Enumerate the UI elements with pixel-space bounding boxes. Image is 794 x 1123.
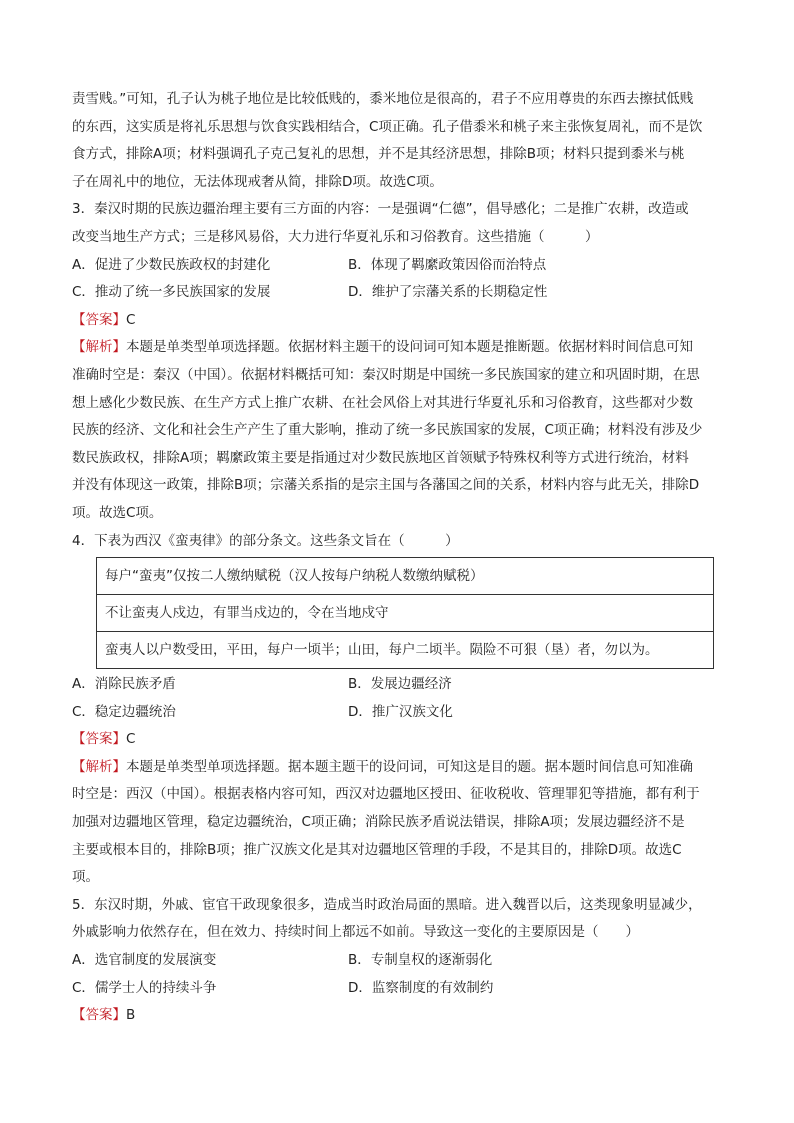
answer-value: B — [126, 1007, 136, 1024]
answer — [72, 307, 722, 335]
answer-value: C — [126, 311, 136, 328]
options — [72, 947, 722, 1002]
option-b: B．体现了羁縻政策因俗而治特点 — [348, 256, 547, 273]
analysis-text: 本题是单类型单项选择题。依据材料主题干的设问词可知本题是推断题。依据材料时间信息可知 — [126, 339, 693, 356]
text-line: 的东西，这实质是将礼乐思想与饮食实践相结合，C项正确。孔子借黍米和桃子来主张恢复周礼，而不是饮 — [72, 118, 703, 135]
question-3 — [72, 196, 722, 527]
question-stem: 4．下表为西汉《蛮夷律》的部分条文。这些条文旨在（ ） — [72, 532, 459, 549]
question-stem-line: 5．东汉时期，外戚、宦官干政现象很多，造成当时政治局面的黑暗。进入魏晋以后，这类现象明显减少， — [72, 896, 702, 913]
answer — [72, 1002, 722, 1030]
text-line: 食方式，排除A项；材料强调孔子克己复礼的思想，并不是其经济思想，排除B项；材料只提到黍米与桃 — [72, 146, 685, 163]
question-4 — [72, 528, 722, 892]
analysis-label: 【解析】 — [72, 758, 126, 775]
text-line: 民族的经济、文化和社会生产产生了重大影响，推动了统一多民族国家的发展，C项正确；材料没有涉及少 — [72, 422, 703, 439]
answer-label: 【答案】 — [72, 1007, 126, 1024]
answer — [72, 726, 722, 754]
text-line: 项。故选C项。 — [72, 504, 163, 521]
text-line: 主要或根本目的，排除B项；推广汉族文化是其对边疆地区管理的手段，不是其目的，排除D项。故选C — [72, 841, 682, 858]
text-line: 想上感化少数民族、在生产方式上推广农耕、在社会风俗上对其进行华夏礼乐和习俗教育，这些都对少数 — [72, 394, 693, 411]
options — [72, 252, 722, 307]
options — [72, 671, 722, 726]
text-line: 项。 — [72, 869, 99, 886]
option-a: A．促进了少数民族政权的封建化 — [72, 256, 271, 273]
table-cell: 每户“蛮夷”仅按二人缴纳赋税（汉人按每户纳税人数缴纳赋税） — [97, 558, 714, 595]
table-row — [97, 558, 714, 595]
analysis — [72, 754, 722, 892]
question-stem-line: 外戚影响力依然存在，但在效力、持续时间上都远不如前。导致这一变化的主要原因是（ ） — [72, 924, 639, 941]
text-line: 准确时空是：秦汉（中国）。依据材料概括可知：秦汉时期是中国统一多民族国家的建立和巩固时期，在思 — [72, 366, 700, 383]
text-line: 责雪贱。”可知，孔子认为桃子地位是比较低贱的，黍米地位是很高的，君子不应用尊贵的东西去擦拭低贱 — [72, 91, 694, 107]
option-d: D．推广汉族文化 — [348, 703, 453, 720]
text-line: 子在周礼中的地位，无法体现戒奢从简，排除D项。故选C项。 — [72, 173, 443, 190]
intro-paragraph — [72, 86, 722, 196]
text-line: 数民族政权，排除A项；羁縻政策主要是指通过对少数民族地区首领赋予特殊权利等方式进行统治，材料 — [72, 449, 689, 466]
table-cell: 蛮夷人以户数受田，平田，每户一顷半；山田，每户二顷半。陨险不可狠（垦）者，勿以为。 — [97, 632, 714, 669]
text-line: 加强对边疆地区管理，稳定边疆统治，C项正确；消除民族矛盾说法错误，排除A项；发展边疆经济不是 — [72, 814, 685, 831]
option-a: A．消除民族矛盾 — [72, 676, 176, 693]
text-line — [72, 334, 722, 362]
text-line: 并没有体现这一政策，排除B项；宗藩关系指的是宗主国与各藩国之间的关系，材料内容与此无关，排除D — [72, 477, 700, 494]
text-line: 时空是：西汉（中国）。根据表格内容可知，西汉对边疆地区授田、征收税收、管理罪犯等措施，都有利于 — [72, 786, 700, 803]
option-b: B．专制皇权的逐渐弱化 — [348, 952, 493, 969]
document-page — [72, 86, 722, 1030]
table-row — [97, 595, 714, 632]
analysis — [72, 334, 722, 527]
option-c: C．推动了统一多民族国家的发展 — [72, 284, 271, 301]
analysis-label: 【解析】 — [72, 339, 126, 356]
option-d: D．维护了宗藩关系的长期稳定性 — [348, 284, 548, 301]
option-c: C．稳定边疆统治 — [72, 703, 176, 720]
text-line — [72, 754, 722, 782]
option-d: D．监察制度的有效制约 — [348, 979, 494, 996]
table-row — [97, 632, 714, 669]
law-table — [96, 557, 714, 669]
question-stem-line: 3．秦汉时期的民族边疆治理主要有三方面的内容：一是强调“仁德”，倡导感化；二是推广农耕，改造或 — [72, 201, 689, 218]
table-cell: 不让蛮夷人戍边，有罪当戍边的，令在当地戍守 — [97, 595, 714, 632]
option-c: C．儒学士人的持续斗争 — [72, 979, 217, 996]
question-stem-line: 改变当地生产方式；三是移风易俗，大力进行华夏礼乐和习俗教育。这些措施（ ） — [72, 228, 599, 245]
answer-label: 【答案】 — [72, 311, 126, 328]
analysis-text: 本题是单类型单项选择题。据本题主题干的设问词，可知这是目的题。据本题时间信息可知准确 — [126, 758, 693, 775]
answer-value: C — [126, 731, 136, 748]
option-b: B．发展边疆经济 — [348, 676, 452, 693]
question-5 — [72, 892, 722, 1030]
option-a: A．选官制度的发展演变 — [72, 952, 217, 969]
answer-label: 【答案】 — [72, 731, 126, 748]
